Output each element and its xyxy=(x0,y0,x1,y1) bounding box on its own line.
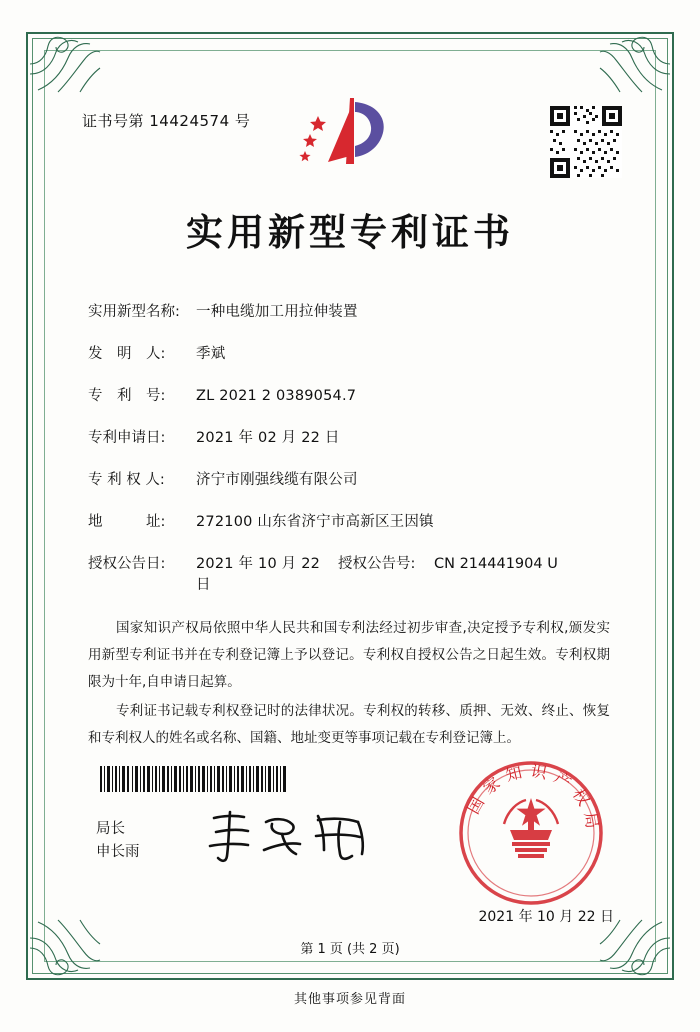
official-seal xyxy=(456,758,606,908)
patent-field-list xyxy=(60,300,640,594)
field-value: 济宁市刚强线缆有限公司 xyxy=(196,472,358,488)
field-value-announcement-number: CN 214441904 U xyxy=(434,556,558,572)
signature-block xyxy=(96,818,426,864)
qr-code-icon xyxy=(550,106,622,178)
field-utility-model-name xyxy=(88,300,640,321)
field-address xyxy=(88,510,640,531)
field-label: 专 利 权 人: xyxy=(88,472,165,488)
field-label-announcement-number: 授权公告号: xyxy=(338,556,416,572)
seal-date: 2021 年 10 月 22 日 xyxy=(478,909,614,925)
cnipa-logo-icon xyxy=(292,94,412,174)
certificate-number: 证书号第 14424574 号 xyxy=(82,112,251,130)
field-patent-number xyxy=(88,384,640,405)
field-value: 季斌 xyxy=(196,346,226,362)
field-label-grant-date: 授权公告日: xyxy=(88,556,166,572)
page-title: 实用新型专利证书 xyxy=(186,211,514,254)
field-value: ZL 2021 2 0389054.7 xyxy=(196,388,357,404)
svg-text:国家知识产权局: 国家知识产权局 xyxy=(463,761,603,837)
barcode xyxy=(100,766,290,792)
field-application-date xyxy=(88,426,640,447)
field-inventor xyxy=(88,342,640,363)
legal-text xyxy=(60,615,640,752)
director-signature-icon xyxy=(196,806,386,868)
paragraph-2: 专利证书记载专利权登记时的法律状况。专利权的转移、质押、无效、终止、恢复和专利权人的姓名或名称、国籍、地址变更等事项记载在专利登记簿上。 xyxy=(88,703,610,746)
field-label: 地 址: xyxy=(88,514,166,530)
field-value-grant-date: 2021 年 10 月 22 日 xyxy=(196,556,321,593)
field-label: 专利申请日: xyxy=(88,430,166,446)
director-name-label: 申长雨 xyxy=(96,844,140,860)
certificate-content xyxy=(60,66,640,957)
back-note: 其他事项参见背面 xyxy=(293,992,406,1007)
certificate-header xyxy=(60,66,640,176)
field-grant-row xyxy=(88,552,640,594)
field-label: 专 利 号: xyxy=(88,388,166,404)
field-value: 2021 年 02 月 22 日 xyxy=(196,430,340,446)
field-label: 发 明 人: xyxy=(88,346,166,362)
field-patentee xyxy=(88,468,640,489)
director-title-label: 局长 xyxy=(96,821,125,837)
paragraph-1: 国家知识产权局依照中华人民共和国专利法经过初步审查,决定授予专利权,颁发实用新型专利证书并在专利登记簿上予以登记。专利权自授权公告之日起生效。专利权期限为十年,自申请日起算。 xyxy=(88,620,610,690)
field-value: 272100 山东省济宁市高新区王因镇 xyxy=(196,514,434,530)
field-value: 一种电缆加工用拉伸装置 xyxy=(196,304,358,320)
field-label: 实用新型名称: xyxy=(88,304,180,320)
page-indicator: 第 1 页 (共 2 页) xyxy=(300,942,400,957)
